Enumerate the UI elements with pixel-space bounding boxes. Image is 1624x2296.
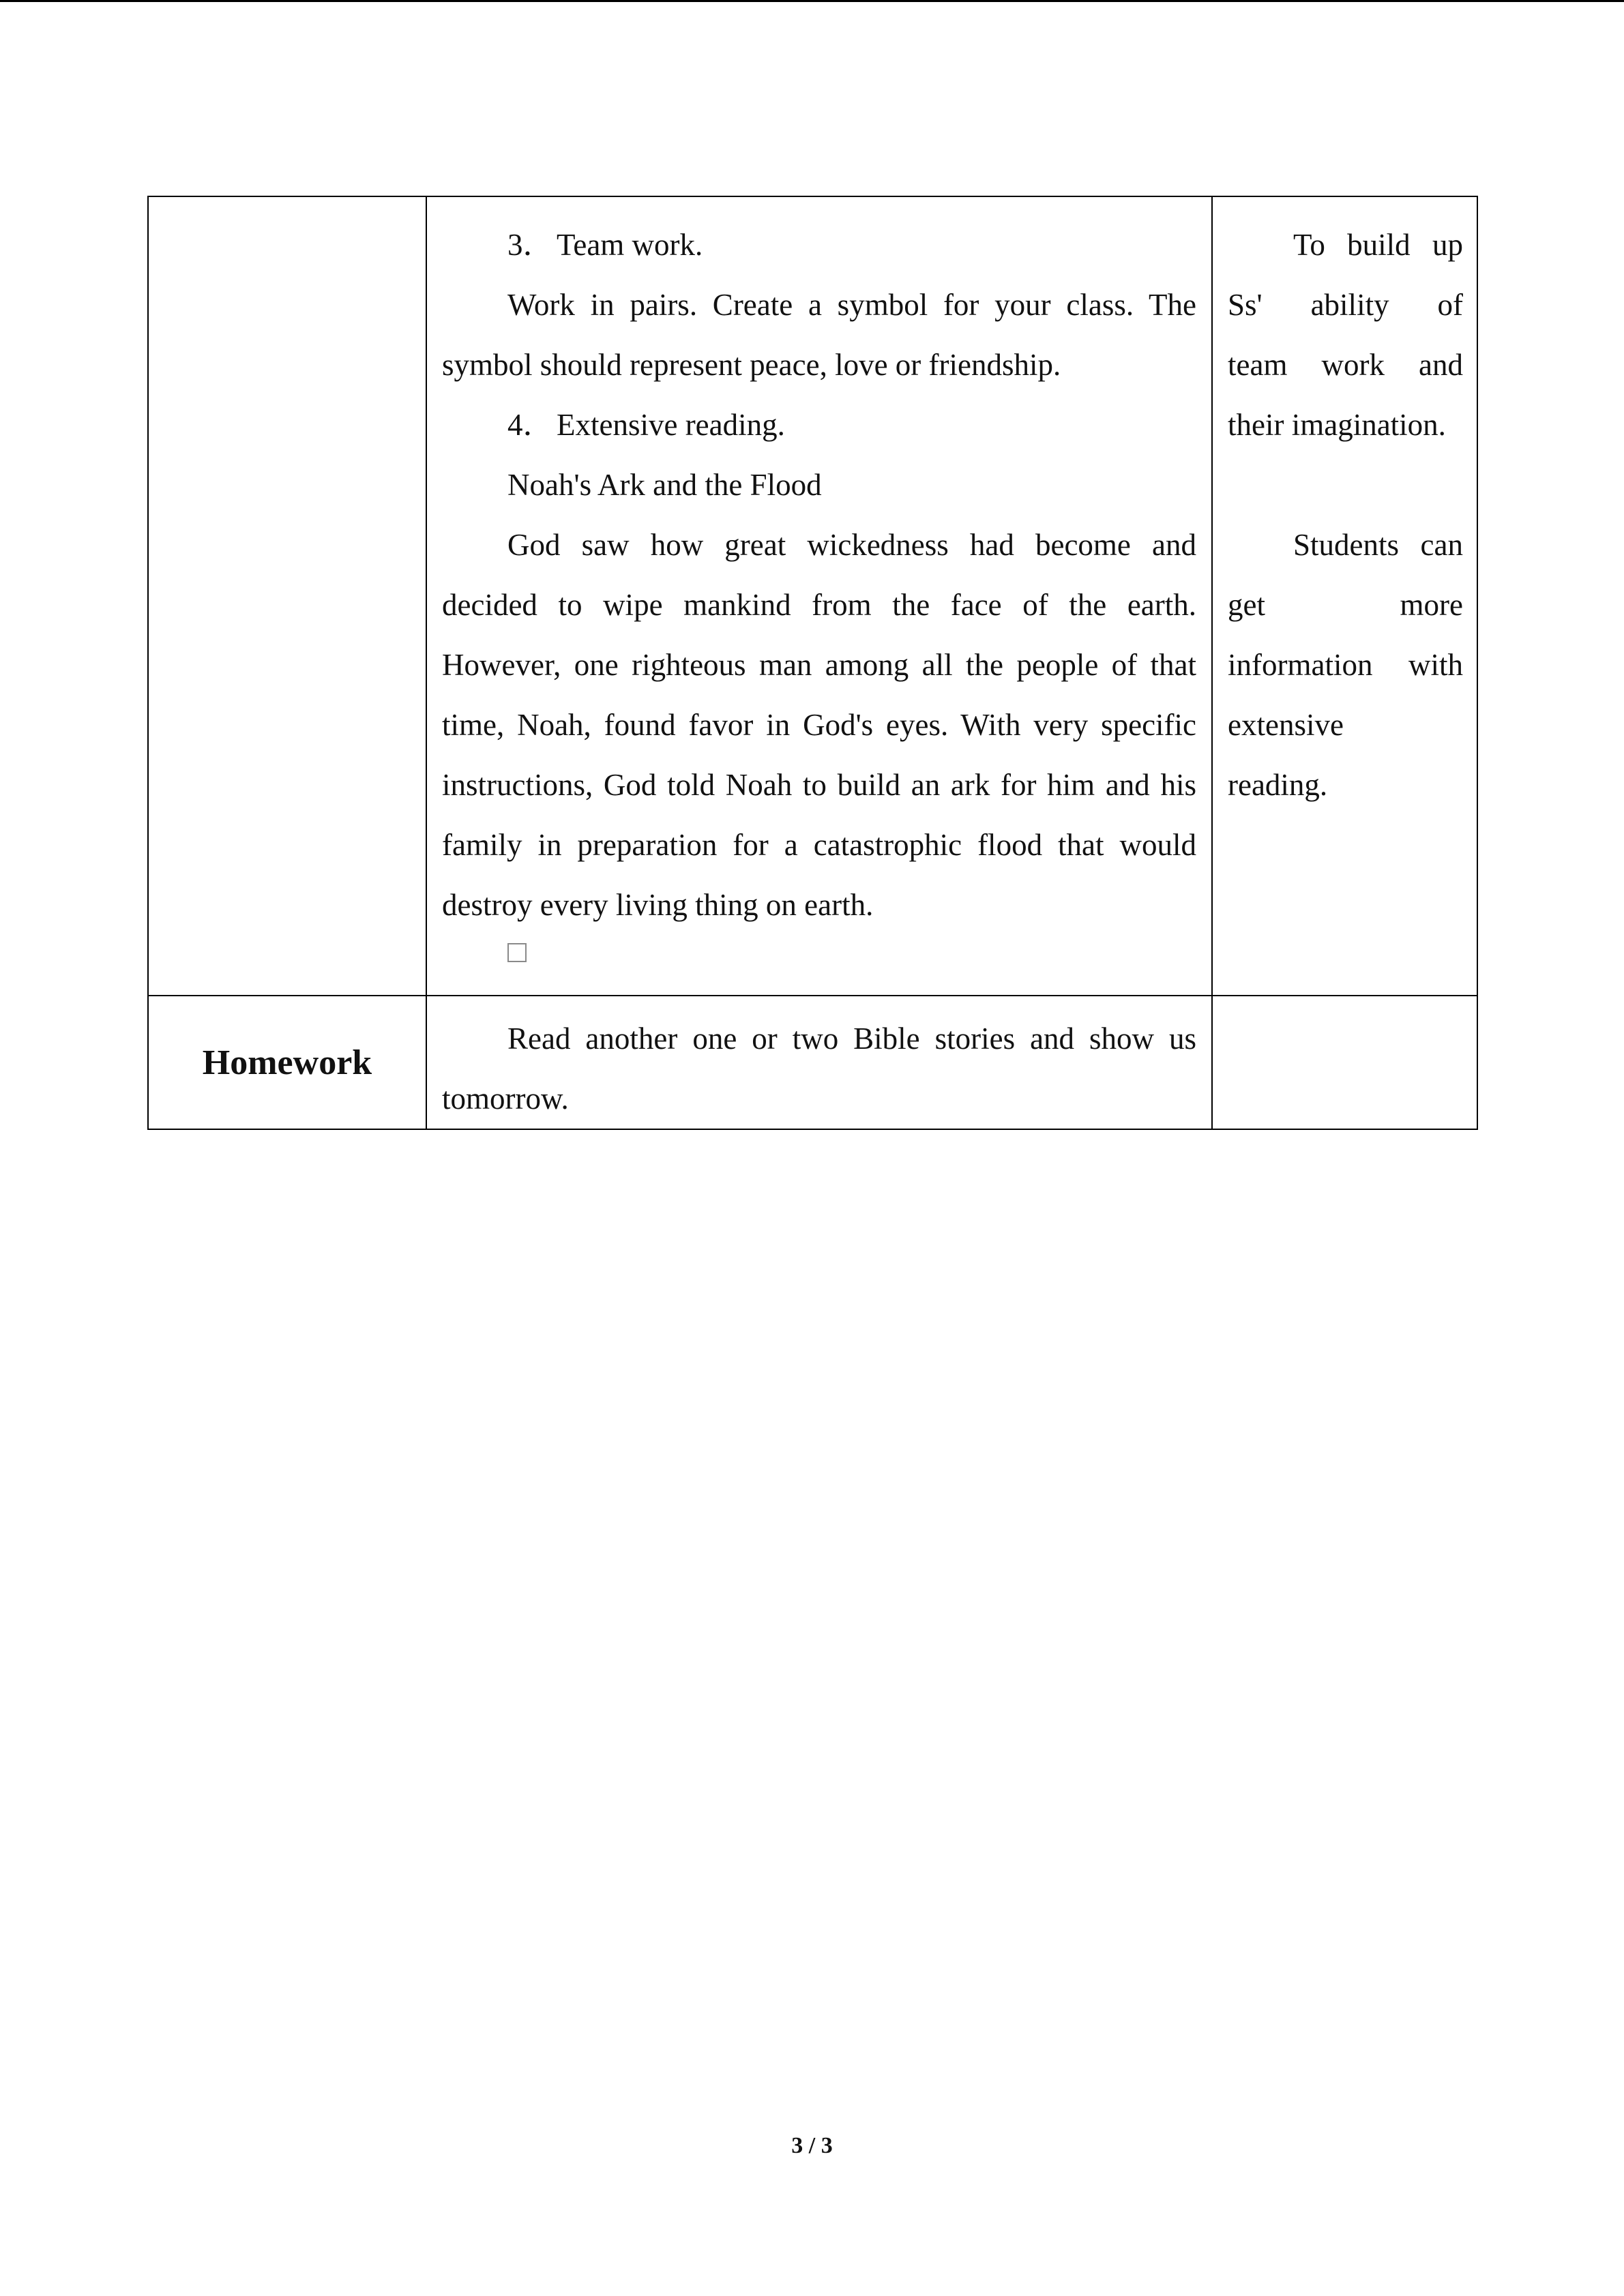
purpose-2-line: get more bbox=[1228, 588, 1463, 622]
team-work-number: 3． bbox=[507, 228, 554, 262]
purpose-2-line: Students can bbox=[1293, 528, 1463, 562]
lesson-plan-table bbox=[147, 196, 1478, 1130]
homework-purpose-cell bbox=[1212, 996, 1477, 1129]
page-number: 3 / 3 bbox=[791, 2133, 833, 2158]
homework-row bbox=[148, 996, 1477, 1129]
story-title: Noah's Ark and the Flood bbox=[507, 468, 822, 502]
team-work-text: Work in pairs. Create a symbol for your class. The symbol should represent peace, love or friendship. bbox=[442, 288, 1196, 382]
purpose-1-line: To build up bbox=[1293, 228, 1463, 262]
homework-content-cell bbox=[426, 996, 1212, 1129]
team-work-heading bbox=[442, 215, 1196, 275]
purpose-2-line: extensive bbox=[1228, 708, 1344, 742]
activities-row bbox=[148, 196, 1477, 996]
team-work-title: Team work. bbox=[557, 228, 703, 262]
activities-content-cell bbox=[426, 196, 1212, 996]
homework-text: Read another one or two Bible stories and show us tomorrow. bbox=[442, 1022, 1196, 1116]
reading-heading bbox=[442, 395, 1196, 455]
purpose-2-line: reading. bbox=[1228, 768, 1328, 802]
purpose-gap bbox=[1228, 455, 1463, 515]
purpose-1-line: their imagination. bbox=[1228, 408, 1446, 442]
purpose-1-line: Ss' ability of bbox=[1228, 288, 1463, 322]
reading-title: Extensive reading. bbox=[557, 408, 785, 442]
reading-number: 4． bbox=[507, 408, 554, 442]
step-label-cell bbox=[148, 196, 426, 996]
purpose-team-work bbox=[1228, 215, 1463, 455]
purpose-reading bbox=[1228, 515, 1463, 815]
homework-label: Homework bbox=[148, 996, 426, 1129]
purpose-1-line: team work and bbox=[1228, 348, 1463, 382]
empty-placeholder-box bbox=[507, 943, 527, 962]
purpose-2-line: information with bbox=[1228, 648, 1463, 682]
page-top-rule bbox=[0, 0, 1624, 2]
purpose-cell bbox=[1212, 196, 1477, 996]
story-text: God saw how great wickedness had become and decided to wipe mankind from the face of the earth. However, one righteous man among all the people of that time, Noah, found favor in God's eyes. With very specific instructions, God told Noah to build an ark for him and his family in preparation for a catastrophic flood that would destroy every living thing on earth. bbox=[442, 528, 1196, 922]
